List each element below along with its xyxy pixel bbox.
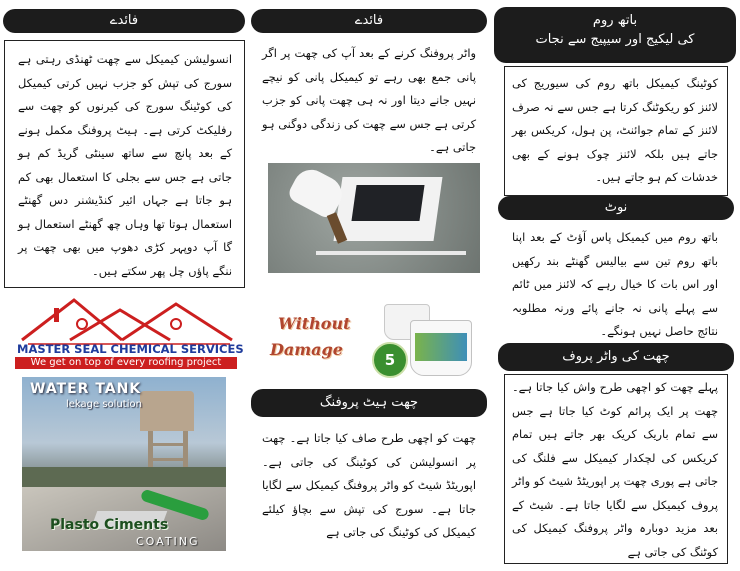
water-tank-subtitle: lekage solution [66,399,142,410]
waterproofing-photo [268,163,480,273]
roof-waterproof-body: پہلے چھت کو اچھی طرح واش کیا جاتا ہے۔ چھت پر ایک پرائم کوٹ کیا جاتا ہے جس سے تمام باریک کریک بھر جاتے ہیں تمام کریکس کی لچکدار کیمیکل سے فلنگ کی جاتی ہے پوری چھت پر اپوریٹڈ شیٹ کو واٹر پروف کیمیکل سے لگایا جاتا ہے۔ شیٹ کے بعد مزید دوبارہ واٹر پروفنگ کیمیکل کی کوٹنگ کی جاتی ہے [512,380,718,559]
note-heading [498,196,734,220]
left-heading-text: فائدے [109,13,139,28]
roof-logo-icon [18,292,238,348]
tank-structure [140,391,194,431]
bucket-label [415,333,467,361]
brand-logo [17,292,244,372]
bucket-front [410,320,472,376]
quality-seal-number: 5 [384,351,396,369]
plasto-subtitle: COATING [136,535,200,548]
note-heading-text: نوٹ [604,200,628,215]
bathroom-heading-line1: باتھ روم [592,13,638,28]
left-body: انسولیشن کیمیکل سے چھت ٹھنڈی رہتی ہے سورج کی تپش کو جزب نہیں کرتی کیمیکل کی کوٹینگ سورج کی کیرنوں کو چھت سے رفلیکٹ کرتی ہے۔ ہیٹ پروفنگ مکمل ہونے کے بعد پانچ سے ساتھ سینٹی گریڈ کم ہو جاتی ہے جس سے بجلی کا استعمال بھی کم ہو جاتا ہے جہاں ائیر کنڈیشنر دس گھنٹے استعمال ہوتا تھا وہاں چھ گھنٹے استعمال ہو گا آپ دوپہر کڑی دھوپ میں بھی چھت پر ننگے پاؤں چل پھر سکتے ہیں۔ [18,52,232,278]
water-tank-title: WATER TANK [30,381,142,397]
bathroom-body: کوٹینگ کیمیکل باتھ روم کی سیوریج کی لائنز کو ریکوٹنگ کرتا ہے جس سے نہ صرف لائنز کے تمام جوائنٹ، پن ہول، کریکس بھر جاتے ہیں بلکہ لائنز چوک ہونے کے بھی خدشات کم ہو جاتے ہیں۔ [512,76,718,184]
middle-heading [251,9,487,33]
tape-line [316,251,466,255]
plasto-title: Plasto Ciments [50,517,169,533]
brand-tagline: We get on top of every roofing project [15,357,237,369]
tank-ground [22,467,226,487]
brand-name: MASTER SEAL CHEMICAL SERVICES [17,342,244,356]
badge-damage: Damage [270,340,343,359]
bathroom-heading [494,7,736,63]
without-damage-badge [266,312,362,370]
heat-proofing-heading-text: چھت ہیٹ پروفنگ [319,395,419,410]
quality-seal-icon [372,342,408,378]
skylight-opening [351,185,424,221]
left-heading [3,9,245,33]
bathroom-heading-line2: کی لیکیج اور سیپیج سے نجات [535,32,695,48]
middle-body: واٹر پروفنگ کرنے کے بعد آپ کی چھت پر اگر پانی جمع بھی رہے تو کیمیکل پانی کو نیچے نہیں جانے دیتا اور نہ ہی چھت پانی کو جزب کرتی ہے جس سے چھت کی زندگی دوگنی ہو جاتی ہے۔ [262,46,476,154]
product-buckets [372,302,482,376]
heat-proofing-heading [251,389,487,417]
plasto-photo [22,487,226,551]
note-body: باتھ روم میں کیمیکل پاس آؤٹ کے بعد اپنا باتھ روم تین سے بیالیس گھنٹے بند رکھیں اور اس بات کا خیال رہے کہ لائنز میں ٹائم سے پہلے پانی نہ جانے پائے ورنہ مطلوبہ نتائج حاصل نہیں ہونگے۔ [512,230,718,338]
badge-without: Without [278,314,351,333]
water-tank-photo [22,377,226,487]
middle-heading-text: فائدے [354,13,384,28]
roof-waterproof-heading [498,343,734,371]
roof-waterproof-heading-text: چھت کی واٹر پروف [562,349,670,364]
heat-proofing-body: چھت کو اچھی طرح صاف کیا جاتا ہے۔ چھت پر انسولیشن کی کوٹینگ کی جاتی ہے۔ اپوریٹڈ شیٹ کو واٹر پروفنگ کیمیکل سے لگایا جاتا ہے۔ سورج کی تپش سے بچاؤ کیلئے کیمیکل کی کوٹینگ کی جاتی ہے [262,431,476,539]
